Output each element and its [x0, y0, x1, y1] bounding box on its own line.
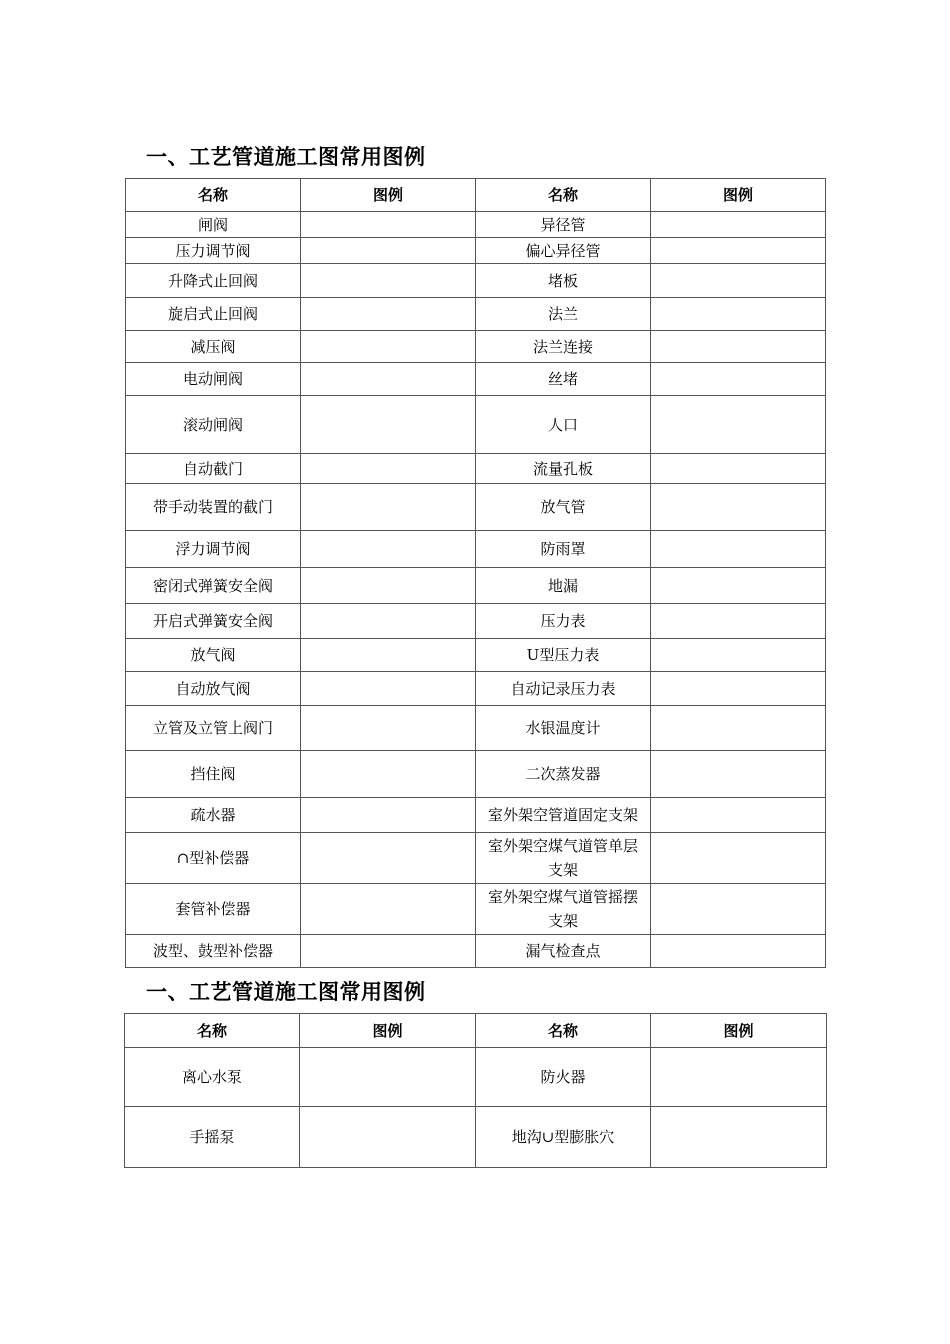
section-title: 一、工艺管道施工图常用图例 — [146, 145, 426, 169]
symbol-cell — [651, 884, 826, 935]
table-row — [126, 238, 826, 264]
symbol-cell — [651, 298, 826, 331]
item-name: 放气阀 — [126, 639, 301, 672]
item-name: 闸阀 — [126, 212, 301, 238]
column-header-symbol: 图例 — [301, 179, 476, 212]
symbol-cell — [301, 396, 476, 454]
column-header-symbol: 图例 — [300, 1014, 476, 1048]
item-name: 漏气检查点 — [476, 935, 651, 968]
symbol-cell — [301, 484, 476, 531]
symbol-cell — [651, 751, 826, 798]
symbol-cell — [301, 531, 476, 568]
item-name: 偏心异径管 — [476, 238, 651, 264]
item-name: 密闭式弹簧安全阀 — [126, 568, 301, 604]
item-name: 法兰 — [476, 298, 651, 331]
table-row — [126, 672, 826, 706]
item-name: 室外架空煤气道管摇摆支架 — [476, 884, 651, 935]
symbol-cell — [301, 298, 476, 331]
item-name: 自动截门 — [126, 454, 301, 484]
symbol-cell — [301, 935, 476, 968]
symbol-cell — [301, 264, 476, 298]
item-name: 开启式弹簧安全阀 — [126, 604, 301, 639]
item-name: 自动记录压力表 — [476, 672, 651, 706]
symbol-cell — [651, 363, 826, 396]
table-row — [126, 454, 826, 484]
item-name: 滚动闸阀 — [126, 396, 301, 454]
symbol-cell — [301, 833, 476, 884]
table-row — [126, 396, 826, 454]
symbol-cell — [300, 1107, 476, 1168]
symbol-cell — [301, 884, 476, 935]
symbol-cell — [301, 639, 476, 672]
table-row — [126, 212, 826, 238]
table-row — [126, 639, 826, 672]
symbol-cell — [301, 568, 476, 604]
symbol-cell — [651, 264, 826, 298]
item-name: U型压力表 — [476, 639, 651, 672]
item-name: 升降式止回阀 — [126, 264, 301, 298]
item-name: 减压阀 — [126, 331, 301, 363]
table-row — [126, 298, 826, 331]
column-header-name: 名称 — [126, 179, 301, 212]
item-name: 防雨罩 — [476, 531, 651, 568]
symbol-cell — [300, 1048, 476, 1107]
item-name: 压力调节阀 — [126, 238, 301, 264]
legend-table — [124, 1013, 827, 1168]
symbol-cell — [651, 531, 826, 568]
item-name: ∩型补偿器 — [126, 833, 301, 884]
symbol-cell — [651, 639, 826, 672]
item-name: 挡住阀 — [126, 751, 301, 798]
item-name: 室外架空管道固定支架 — [476, 798, 651, 833]
item-name: 自动放气阀 — [126, 672, 301, 706]
symbol-cell — [301, 604, 476, 639]
item-name: 二次蒸发器 — [476, 751, 651, 798]
column-header-symbol: 图例 — [651, 179, 826, 212]
symbol-cell — [301, 706, 476, 751]
table-row — [126, 706, 826, 751]
table-row — [126, 751, 826, 798]
symbol-cell — [651, 706, 826, 751]
table-row — [126, 531, 826, 568]
item-name: 人口 — [476, 396, 651, 454]
symbol-cell — [301, 751, 476, 798]
item-name: 堵板 — [476, 264, 651, 298]
item-name: 疏水器 — [126, 798, 301, 833]
legend-table — [125, 178, 826, 968]
item-name: 异径管 — [476, 212, 651, 238]
symbol-cell — [651, 396, 826, 454]
item-name: 地沟∪型膨胀穴 — [476, 1107, 651, 1168]
column-header-name: 名称 — [125, 1014, 300, 1048]
symbol-cell — [301, 798, 476, 833]
item-name: 立管及立管上阀门 — [126, 706, 301, 751]
symbol-cell — [651, 568, 826, 604]
table-row — [126, 264, 826, 298]
item-name: 地漏 — [476, 568, 651, 604]
table-row — [126, 833, 826, 884]
item-name: 防火器 — [476, 1048, 651, 1107]
table-row — [126, 604, 826, 639]
column-header-name: 名称 — [476, 179, 651, 212]
symbol-cell — [301, 238, 476, 264]
table-row — [126, 935, 826, 968]
symbol-cell — [301, 212, 476, 238]
symbol-cell — [651, 212, 826, 238]
item-name: 室外架空煤气道管单层支架 — [476, 833, 651, 884]
table-row — [126, 568, 826, 604]
table-row — [126, 331, 826, 363]
symbol-cell — [301, 363, 476, 396]
symbol-cell — [651, 833, 826, 884]
symbol-cell — [651, 798, 826, 833]
column-header-name: 名称 — [476, 1014, 651, 1048]
column-header-symbol: 图例 — [651, 1014, 827, 1048]
table-row — [126, 798, 826, 833]
table-row — [126, 363, 826, 396]
item-name: 放气管 — [476, 484, 651, 531]
item-name: 流量孔板 — [476, 454, 651, 484]
symbol-cell — [651, 604, 826, 639]
table-header-row — [125, 1014, 827, 1048]
item-name: 水银温度计 — [476, 706, 651, 751]
item-name: 丝堵 — [476, 363, 651, 396]
item-name: 带手动装置的截门 — [126, 484, 301, 531]
table-row — [126, 484, 826, 531]
table-row — [125, 1107, 827, 1168]
item-name: 浮力调节阀 — [126, 531, 301, 568]
symbol-cell — [651, 238, 826, 264]
item-name: 法兰连接 — [476, 331, 651, 363]
item-name: 电动闸阀 — [126, 363, 301, 396]
item-name: 手摇泵 — [125, 1107, 300, 1168]
item-name: 波型、鼓型补偿器 — [126, 935, 301, 968]
table-header-row — [126, 179, 826, 212]
symbol-cell — [301, 672, 476, 706]
symbol-cell — [651, 1107, 827, 1168]
symbol-cell — [301, 331, 476, 363]
symbol-cell — [301, 454, 476, 484]
symbol-cell — [651, 484, 826, 531]
section-title: 一、工艺管道施工图常用图例 — [146, 980, 426, 1004]
item-name: 离心水泵 — [125, 1048, 300, 1107]
item-name: 套管补偿器 — [126, 884, 301, 935]
item-name: 压力表 — [476, 604, 651, 639]
symbol-cell — [651, 454, 826, 484]
item-name: 旋启式止回阀 — [126, 298, 301, 331]
symbol-cell — [651, 935, 826, 968]
table-row — [126, 884, 826, 935]
symbol-cell — [651, 672, 826, 706]
symbol-cell — [651, 331, 826, 363]
symbol-cell — [651, 1048, 827, 1107]
table-row — [125, 1048, 827, 1107]
